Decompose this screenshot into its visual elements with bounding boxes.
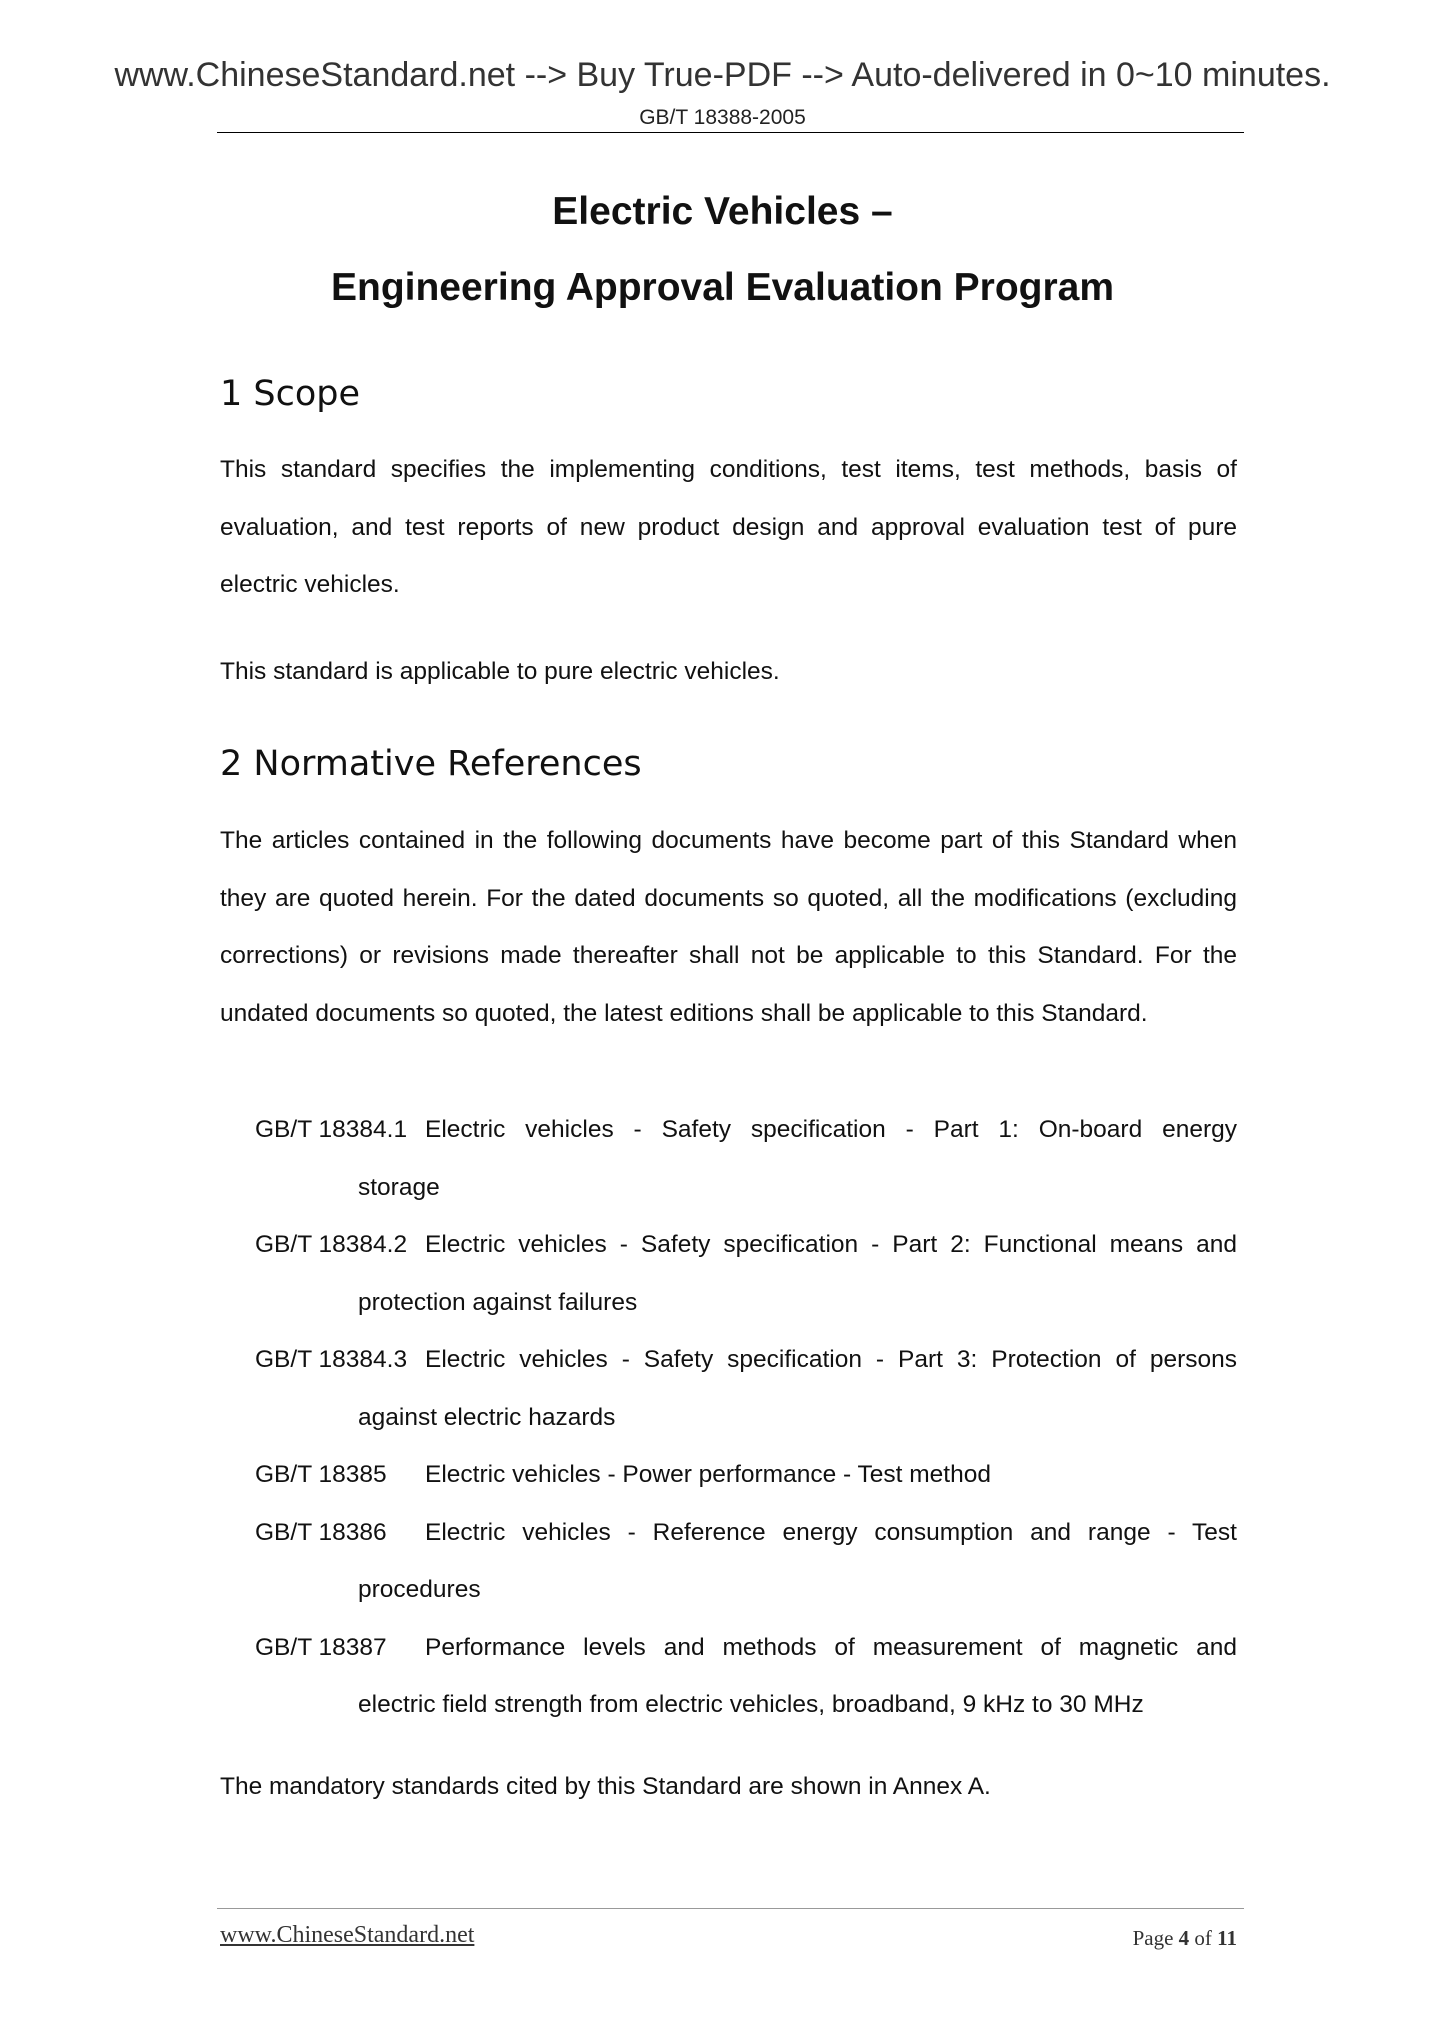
reference-list <box>255 1101 1237 1734</box>
page-number <box>1133 1926 1237 1951</box>
reference-code: GB/T 18384.2 <box>255 1231 408 1258</box>
reference-item <box>255 1446 1237 1504</box>
reference-title-continued: procedures <box>358 1576 481 1603</box>
reference-title-continued: protection against failures <box>358 1288 638 1316</box>
footer-website-link[interactable]: www.ChineseStandard.net <box>220 1922 475 1948</box>
reference-title-continued: against electric hazards <box>358 1403 616 1431</box>
reference-code: GB/T 18385 <box>255 1461 387 1488</box>
reference-title: Electric vehicles - Safety specification - Part 3: Protection of persons <box>425 1346 1237 1373</box>
reference-item <box>255 1101 1237 1216</box>
reference-title: Electric vehicles - Safety specification - Part 2: Functional means and <box>425 1231 1237 1258</box>
reference-code: GB/T 18386 <box>255 1518 387 1546</box>
references-closing-paragraph: The mandatory standards cited by this Standard are shown in Annex A. <box>220 1773 991 1800</box>
reference-title: Electric vehicles - Power performance - Test method <box>425 1461 991 1488</box>
page-total: 11 <box>1217 1926 1237 1950</box>
section-heading-scope: 1 Scope <box>220 374 361 414</box>
document-id: GB/T 18388-2005 <box>639 106 806 129</box>
footer-divider <box>217 1908 1244 1909</box>
reference-item <box>255 1619 1237 1734</box>
page-of-label: of <box>1194 1926 1212 1950</box>
reference-item <box>255 1331 1237 1446</box>
reference-title: Performance levels and methods of measurement of magnetic and <box>425 1633 1237 1661</box>
document-title-line1: Electric Vehicles – <box>552 190 893 233</box>
header-divider <box>217 132 1244 133</box>
scope-paragraph-1: This standard specifies the implementing conditions, test items, test methods, basis of evaluation, and test reports of new product design and approval evaluation test of pure electric vehicles. <box>220 456 1237 598</box>
document-title-line2: Engineering Approval Evaluation Program <box>330 266 1115 309</box>
page-label: Page <box>1132 1926 1174 1950</box>
page-current: 4 <box>1178 1926 1190 1950</box>
section-heading-normative-references: 2 Normative References <box>220 744 642 784</box>
references-intro-paragraph: The articles contained in the following documents have become part of this Standard when they are quoted herein. For the dated documents so quoted, all the modifications (excluding corrections) or revisions made thereafter shall not be applicable to this Standard. For the undated documents so quoted, the latest editions shall be applicable to this Standard. <box>220 827 1237 1027</box>
reference-title: Electric vehicles - Reference energy consumption and range - Test <box>425 1518 1237 1546</box>
reference-code: GB/T 18387 <box>255 1633 387 1661</box>
header-banner: www.ChineseStandard.net --> Buy True-PDF --> Auto-delivered in 0~10 minutes. <box>114 56 1331 94</box>
reference-code: GB/T 18384.3 <box>255 1346 408 1373</box>
reference-item <box>255 1216 1237 1331</box>
reference-title-continued: storage <box>358 1173 440 1201</box>
reference-title: Electric vehicles - Safety specification - Part 1: On-board energy <box>425 1116 1237 1143</box>
reference-code: GB/T 18384.1 <box>255 1116 408 1143</box>
reference-item <box>255 1504 1237 1619</box>
scope-paragraph-2: This standard is applicable to pure electric vehicles. <box>220 658 780 685</box>
reference-title-continued: electric field strength from electric vehicles, broadband, 9 kHz to 30 MHz <box>358 1691 1144 1718</box>
